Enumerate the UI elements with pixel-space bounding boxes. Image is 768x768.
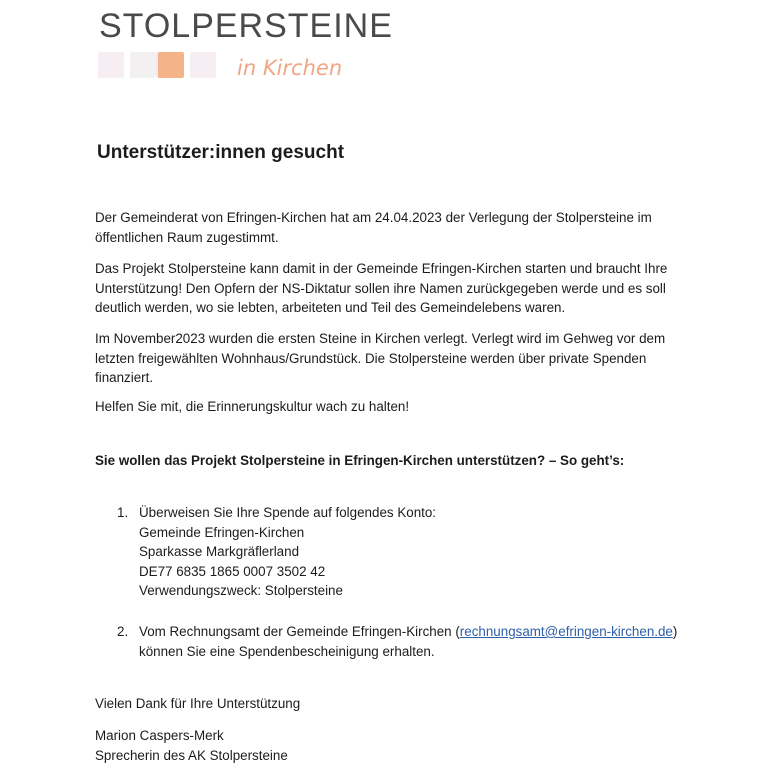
paragraph-1 bbox=[95, 208, 652, 247]
paragraph-4 bbox=[95, 397, 409, 417]
list-line-text: Vom Rechnungsamt der Gemeinde Efringen-Kirchen ( bbox=[139, 624, 460, 639]
paragraph-3 bbox=[95, 329, 665, 388]
closing-text bbox=[95, 694, 300, 714]
logo-square-accent bbox=[158, 52, 184, 78]
list-line: Gemeinde Efringen-Kirchen bbox=[139, 524, 305, 540]
paragraph-line: Das Projekt Stolpersteine kann damit in der Gemeinde Efringen-Kirchen starten und braucht Ihre bbox=[95, 261, 668, 276]
paragraph-line: Der Gemeinderat von Efringen-Kirchen hat am 24.04.2023 der Verlegung der Stolpersteine im bbox=[95, 210, 652, 225]
logo-square bbox=[130, 52, 156, 78]
list-line: Verwendungszweck: Stolpersteine bbox=[139, 583, 343, 598]
page-title: Unterstützer:innen gesucht bbox=[97, 142, 345, 163]
email-link[interactable]: rechnungsamt@efringen-kirchen.de bbox=[459, 624, 673, 639]
paragraph-line: Im November2023 wurden die ersten Steine in Kirchen verlegt. Verlegt wird im Gehweg vor dem bbox=[95, 331, 666, 346]
logo-subtitle: in Kirchen bbox=[237, 56, 343, 80]
list-line: DE77 6835 1865 0007 3502 42 bbox=[139, 563, 326, 579]
paragraph-line: deutlich werden, wo sie lebten, arbeiteten und Teil des Gemeindelebens waren. bbox=[95, 300, 566, 315]
paragraph-line: Unterstützung! Den Opfern der NS-Diktatur sollen ihre Namen zurückgegeben werde und es soll bbox=[95, 280, 666, 296]
list-line bbox=[139, 622, 677, 642]
signature-name: Marion Caspers-Merk bbox=[95, 728, 224, 743]
paragraph-line: letzten freigewählten Wohnhaus/Grundstück. Die Stolpersteine werden über private Spenden bbox=[95, 350, 647, 366]
closing-line: Vielen Dank für Ihre Unterstützung bbox=[95, 696, 301, 711]
logo-title: STOLPERSTEINE bbox=[99, 7, 393, 45]
paragraph-line: öffentlichen Raum zugestimmt. bbox=[95, 229, 279, 245]
list-body bbox=[139, 503, 436, 601]
list-line: Überweisen Sie Ihre Spende auf folgendes Konto: bbox=[139, 505, 437, 520]
logo-square bbox=[98, 52, 124, 78]
list-number: 1. bbox=[117, 505, 129, 520]
signature-role: Sprecherin des AK Stolpersteine bbox=[95, 747, 288, 763]
list-line: können Sie eine Spendenbescheinigung erhalten. bbox=[139, 643, 435, 659]
signature bbox=[95, 726, 288, 765]
list-number: 2. bbox=[117, 624, 129, 639]
paragraph-line: finanziert. bbox=[95, 370, 154, 385]
paragraph-2 bbox=[95, 259, 667, 318]
list-line-text: ) bbox=[672, 624, 678, 639]
logo-squares bbox=[98, 52, 228, 78]
logo-square bbox=[190, 52, 216, 78]
paragraph-line: Helfen Sie mit, die Erinnerungskultur wach zu halten! bbox=[95, 399, 410, 414]
list-line: Sparkasse Markgräflerland bbox=[139, 544, 300, 559]
support-question: Sie wollen das Projekt Stolpersteine in Efringen-Kirchen unterstützen? – So geht’s: bbox=[95, 453, 625, 468]
list-body bbox=[139, 622, 677, 661]
